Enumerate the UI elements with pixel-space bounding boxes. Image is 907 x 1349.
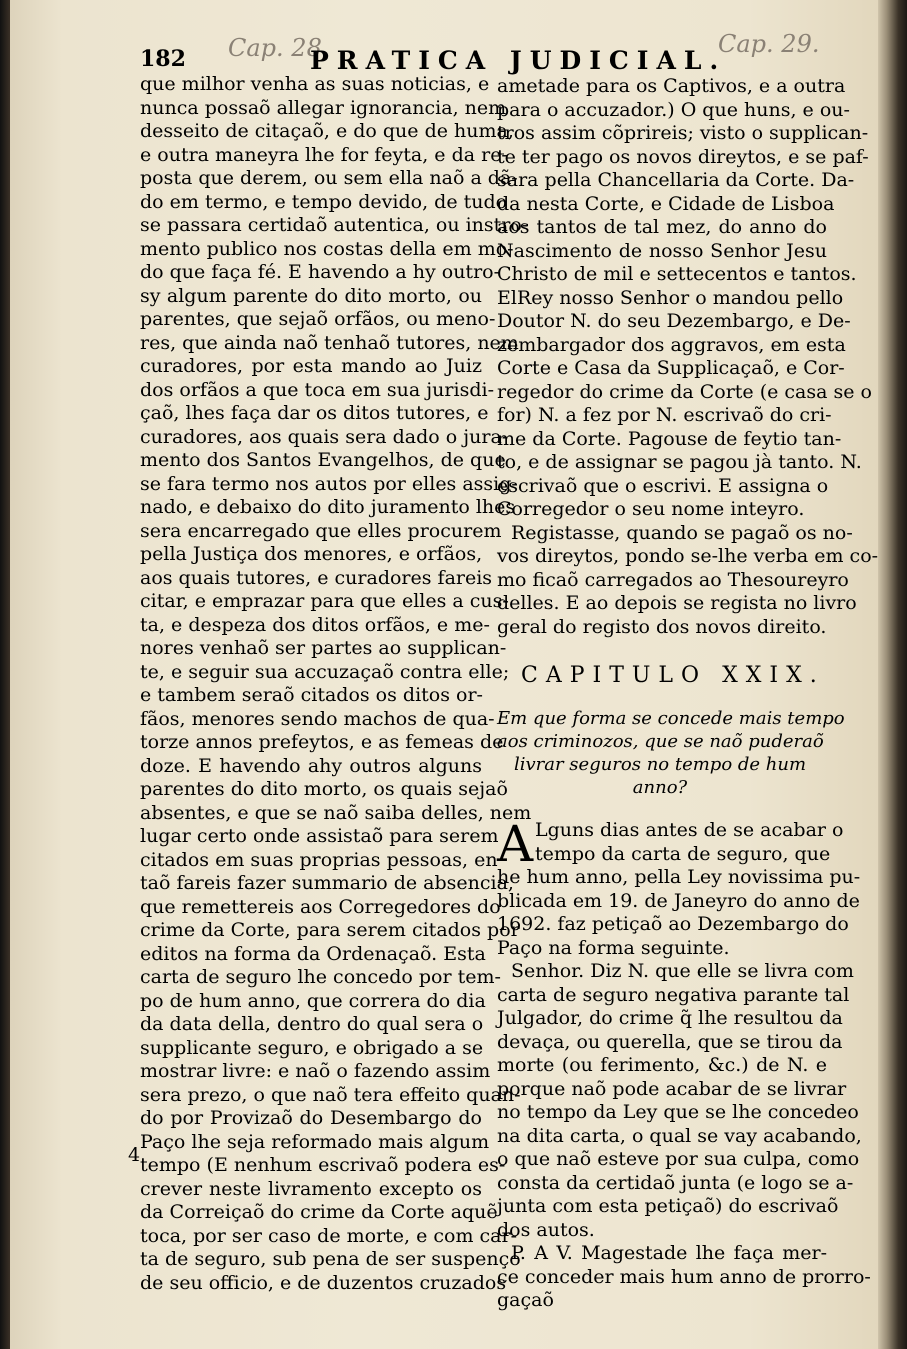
text-line: mostrar livre: e naõ o fazendo assim <box>140 1060 491 1082</box>
text-line: nado, e debaixo do dito juramento lhes <box>140 496 516 518</box>
text-line: te ter pago os novos direytos, e se paf- <box>497 145 869 168</box>
text-line: morte (ou ferimento, &c.) de N. e <box>497 1054 827 1076</box>
text-line: crever neste livramento excepto os <box>140 1177 482 1200</box>
text-line: fãos, menores sendo machos de qua- <box>140 707 495 730</box>
text-line: o que naõ esteve por sua culpa, como <box>497 1148 860 1170</box>
text-line: pella Justiça dos menores, e orfãos, <box>140 543 483 565</box>
text-line: mento publico nos costas della em mo- <box>140 237 514 260</box>
text-line: porque naõ pode acabar de se livrar <box>497 1077 847 1100</box>
margin-note: 4 <box>128 1144 141 1166</box>
chapter-heading: CAPITULO XXIX. <box>521 663 825 688</box>
summary-line: anno? <box>632 777 688 798</box>
text-line: do por Provizaõ do Desembargo do <box>140 1107 482 1129</box>
text-line: Paço lhe seja reformado mais algum <box>140 1130 490 1153</box>
text-line: e tambem seraõ citados os ditos or- <box>140 684 483 706</box>
text-line: escrivaõ que o escrivi. E assigna o <box>497 474 829 497</box>
text-line: regedor do crime da Corte (e casa se o <box>497 380 872 403</box>
text-line: carta de seguro negativa parante tal <box>497 983 850 1006</box>
text-line: supplicante seguro, e obrigado a se <box>140 1036 484 1059</box>
text-line: 1692. faz petiçaõ ao Dezembargo do <box>497 913 849 935</box>
text-line: para o accuzador.) O que huns, e ou- <box>497 98 850 121</box>
text-line: Senhor. Diz N. que elle se livra com <box>511 960 854 982</box>
text-line: e outra maneyra lhe for feyta, e da re- <box>140 143 508 166</box>
text-line: aos quais tutores, e curadores fareis <box>140 566 493 589</box>
text-line: junta com esta petiçaõ) do escrivaõ <box>497 1195 839 1217</box>
text-line: Paço na forma seguinte. <box>497 936 730 959</box>
text-line: geral do registo dos novos direito. <box>497 615 827 638</box>
text-line: me da Corte. Pagouse de feytio tan- <box>497 427 842 450</box>
text-line: for) N. a fez por N. escrivaõ do cri- <box>497 404 832 426</box>
text-line: Lguns dias antes de se acabar o <box>535 819 844 841</box>
text-line: çaõ, lhes faça dar os ditos tutores, e <box>140 402 489 424</box>
text-line: dos autos. <box>497 1218 595 1241</box>
text-line: Registasse, quando se pagaõ os no- <box>511 521 853 544</box>
summary-line: livrar seguros no tempo de hum <box>513 754 807 775</box>
text-line: po de hum anno, que correra do dia <box>140 989 486 1012</box>
text-line: zembargador dos aggravos, em esta <box>497 333 846 356</box>
text-line: parentes, que sejaõ orfãos, ou meno- <box>140 308 496 330</box>
text-line: citados em suas proprias pessoas, en <box>140 848 498 871</box>
right-column <box>497 75 879 1313</box>
text-line: Corte e Casa da Supplicaçaõ, e Cor- <box>497 357 845 379</box>
page-gutter <box>878 0 907 1349</box>
text-line: citar, e emprazar para que elles a cus- <box>140 590 509 612</box>
summary-line: Em que forma se concede mais tempo <box>497 708 845 729</box>
text-line: blicada em 19. de Janeyro do anno de <box>497 889 860 912</box>
text-line: editos na forma da Ordenaçaõ. Esta <box>140 942 486 965</box>
text-line: delles. E ao depois se regista no livro <box>497 592 857 614</box>
text-line: sera encarregado que elles procurem <box>140 519 502 542</box>
text-line: sera prezo, o que naõ tera effeito quan- <box>140 1083 521 1106</box>
text-line: curadores, aos quais sera dado o jura- <box>140 425 509 448</box>
text-line: tros assim cõprireis; visto o supplican- <box>497 122 869 144</box>
text-line: P. A V. Magestade lhe faça mer- <box>511 1242 827 1264</box>
text-line: res, que ainda naõ tenhaõ tutores, nem <box>140 331 519 354</box>
text-line: sara pella Chancellaria da Corte. Da- <box>497 169 855 191</box>
text-line: lugar certo onde assistaõ para serem <box>140 825 499 847</box>
left-column <box>140 73 532 1295</box>
text-line: doze. E havendo ahy outros alguns <box>140 754 482 777</box>
text-line: desseito de citaçaõ, e do que de huma, <box>140 120 514 142</box>
text-line: gaçaõ <box>497 1289 554 1311</box>
text-line: ametade para os Captivos, e a outra <box>497 75 846 97</box>
text-line: do em termo, e tempo devido, de tudo <box>140 190 508 213</box>
text-line: da Correiçaõ do crime da Corte aquẽ <box>140 1201 498 1223</box>
text-line: tempo (E nenhum escrivaõ podera es- <box>140 1154 506 1176</box>
text-line: toca, por ser caso de morte, e com car- <box>140 1224 517 1247</box>
text-line: Doutor N. do seu Dezembargo, e De- <box>497 310 851 332</box>
text-line: Christo de mil e settecentos e tantos. <box>497 263 857 285</box>
text-line: carta de seguro lhe concedo por tem- <box>140 966 501 988</box>
text-line: se fara termo nos autos por elles assig- <box>140 472 518 495</box>
text-line: que milhor venha as suas noticias, e <box>140 73 490 95</box>
text-line: ElRey nosso Senhor o mandou pello <box>497 286 844 309</box>
binding-shadow <box>0 0 10 1349</box>
text-line: devaça, ou querella, que se tirou da <box>497 1030 843 1053</box>
chapter-summary <box>497 707 845 799</box>
text-line: do que faça fé. E havendo a hy outro- <box>140 261 501 283</box>
text-line: posta que derem, ou sem ella naõ a dã- <box>140 167 518 189</box>
text-line: no tempo da Ley que se lhe concedeo <box>497 1101 859 1123</box>
text-line: taõ fareis fazer summario de absencia, <box>140 872 514 894</box>
text-line: torze annos prefeytos, e as femeas de <box>140 731 504 753</box>
handwritten-note-left: Cap. 28. <box>228 34 330 62</box>
text-line: mento dos Santos Evangelhos, de que <box>140 449 506 471</box>
right-column-bottom-text <box>497 866 871 1313</box>
text-line: mo ficaõ carregados ao Thesoureyro <box>497 568 849 591</box>
summary-line: aos criminozos, que se naõ puderaõ <box>497 731 824 752</box>
text-line: da nesta Corte, e Cidade de Lisboa <box>497 192 835 215</box>
text-line: nunca possaõ allegar ignorancia, nem <box>140 96 507 119</box>
text-line: he hum anno, pella Ley novissima pu- <box>497 866 861 888</box>
text-line: Nascimento de nosso Senhor Jesu <box>497 239 827 262</box>
text-line: dos orfãos a que toca em sua jurisdi- <box>140 378 494 401</box>
text-line: crime da Corte, para serem citados por <box>140 919 520 941</box>
handwritten-note-right: Cap. 29. <box>718 30 820 58</box>
text-line: se passara certidaõ autentica, ou instro- <box>140 214 529 236</box>
text-line: te, e seguir sua accuzaçaõ contra elle; <box>140 660 510 683</box>
text-line: Corregedor o seu nome inteyro. <box>497 498 805 520</box>
text-line: Julgador, do crime q̃ lhe resultou da <box>497 1007 843 1029</box>
running-title: PRATICA JUDICIAL. <box>310 46 727 75</box>
text-line: ce conceder mais hum anno de prorro- <box>497 1265 871 1288</box>
text-line: sy algum parente do dito morto, ou <box>140 284 482 307</box>
text-line: que remettereis aos Corregedores do <box>140 895 501 918</box>
right-column-top-text <box>497 75 879 639</box>
text-line: ta de seguro, sub pena de ser suspenço <box>140 1248 521 1270</box>
text-line: absentes, e que se naõ saiba delles, nem <box>140 801 532 824</box>
text-line: aos tantos de tal mez, do anno do <box>497 216 827 238</box>
text-line: parentes do dito morto, os quais sejaõ <box>140 778 508 800</box>
text-line: da data della, dentro do qual sera o <box>140 1013 484 1035</box>
text-line: na dita carta, o qual se vay acabando, <box>497 1124 862 1147</box>
text-line: nores venhaõ ser partes ao supplican- <box>140 637 507 659</box>
text-line: de seu officio, e de duzentos cruzados <box>140 1271 507 1294</box>
page-number: 182 <box>140 46 186 72</box>
drop-cap: A <box>497 815 534 873</box>
text-line: to, e de assignar se pagou jà tanto. N. <box>497 451 862 473</box>
text-line: ta, e despeza dos ditos orfãos, e me- <box>140 613 490 636</box>
text-line: consta da certidaõ junta (e logo se a- <box>497 1171 854 1194</box>
chapter-opening-paragraph <box>497 815 844 873</box>
text-line: vos direytos, pondo se-lhe verba em co- <box>497 545 879 567</box>
text-line: curadores, por esta mando ao Juiz <box>140 355 482 377</box>
text-line: tempo da carta de seguro, que <box>535 842 831 865</box>
